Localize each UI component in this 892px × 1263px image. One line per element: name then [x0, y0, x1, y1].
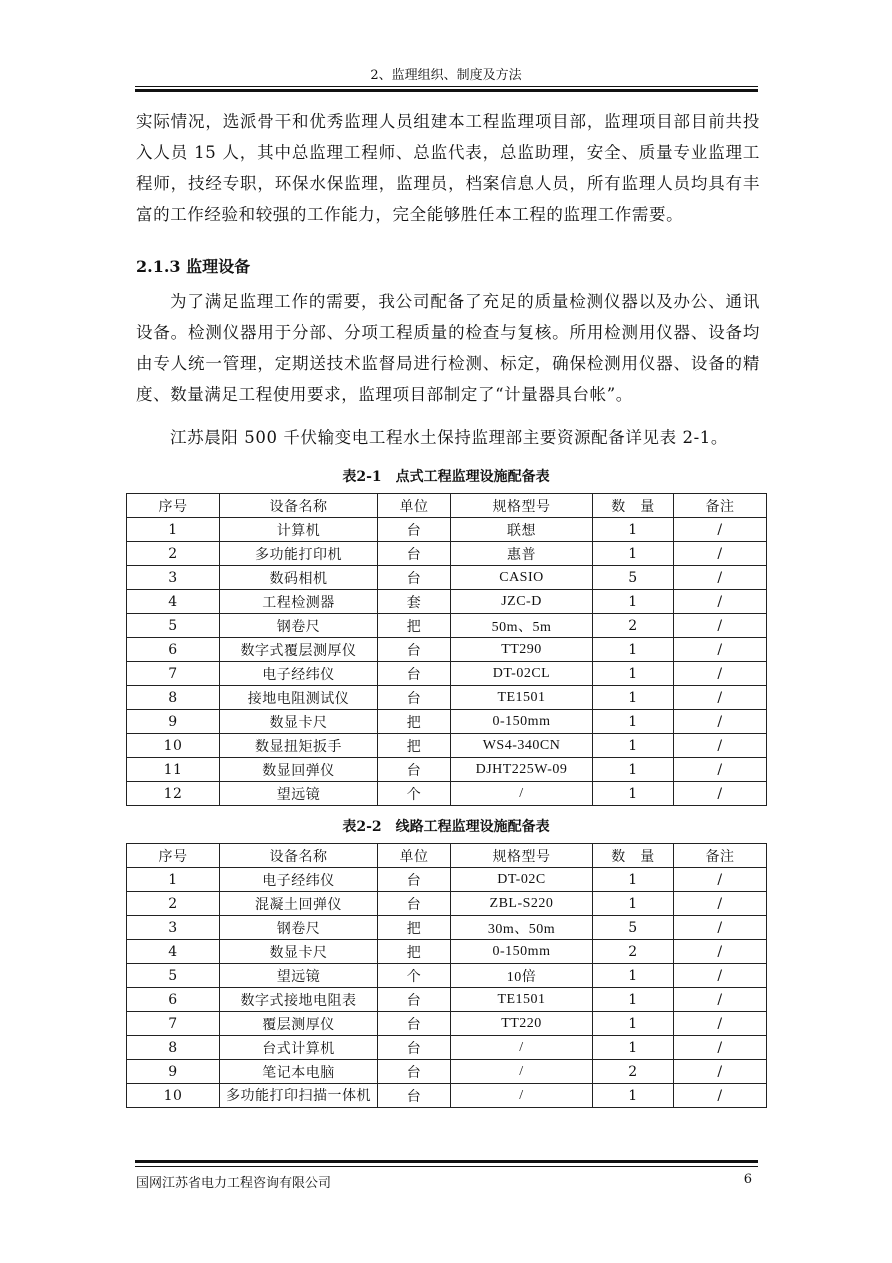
cell-model: CASIO	[451, 566, 593, 590]
cell-name: 望远镜	[220, 964, 378, 988]
table-row	[127, 566, 767, 590]
cell-model: 50m、5m	[451, 614, 593, 638]
cell-quantity: 2	[593, 614, 674, 638]
cell-model: JZC-D	[451, 590, 593, 614]
col-header-remark: 备注	[674, 844, 767, 868]
cell-index: 6	[127, 988, 220, 1012]
cell-quantity: 2	[593, 1060, 674, 1084]
cell-name: 钢卷尺	[220, 916, 378, 940]
cell-quantity: 1	[593, 518, 674, 542]
cell-unit: 台	[378, 988, 451, 1012]
footer-rule	[135, 1166, 758, 1167]
cell-name: 台式计算机	[220, 1036, 378, 1060]
cell-name: 电子经纬仪	[220, 662, 378, 686]
cell-index: 2	[127, 892, 220, 916]
cell-remark: /	[674, 1084, 767, 1108]
cell-model: 30m、50m	[451, 916, 593, 940]
cell-model: DT-02C	[451, 868, 593, 892]
table-row	[127, 710, 767, 734]
cell-model: 10倍	[451, 964, 593, 988]
cell-model: TE1501	[451, 988, 593, 1012]
cell-quantity: 2	[593, 940, 674, 964]
cell-remark: /	[674, 710, 767, 734]
cell-unit: 把	[378, 916, 451, 940]
cell-unit: 把	[378, 614, 451, 638]
table-row	[127, 916, 767, 940]
col-header-index: 序号	[127, 494, 220, 518]
table-1-caption: 表2-1 点式工程监理设施配备表	[342, 469, 550, 485]
cell-remark: /	[674, 638, 767, 662]
cell-quantity: 1	[593, 1012, 674, 1036]
cell-remark: /	[674, 940, 767, 964]
col-header-remark: 备注	[674, 494, 767, 518]
cell-name: 混凝土回弹仪	[220, 892, 378, 916]
cell-index: 4	[127, 590, 220, 614]
line-equipment-table	[126, 843, 767, 1108]
cell-index: 11	[127, 758, 220, 782]
cell-model: DT-02CL	[451, 662, 593, 686]
cell-index: 10	[127, 734, 220, 758]
cell-model: /	[451, 782, 593, 806]
cell-remark: /	[674, 1012, 767, 1036]
table-row	[127, 1060, 767, 1084]
table-row	[127, 590, 767, 614]
col-header-model: 规格型号	[451, 494, 593, 518]
equipment-paragraph: 为了满足监理工作的需要，我公司配备了充足的质量检测仪器以及办公、通讯设备。检测仪器用于分部、分项工程质量的检查与复核。所用检测用仪器、设备均由专人统一管理，定期送技术监督局进行检测、标定，确保检测用仪器、设备的精度、数量满足工程使用要求，监理项目部制定了“计量器具台帐”。	[136, 292, 760, 404]
col-header-name: 设备名称	[220, 494, 378, 518]
cell-quantity: 1	[593, 892, 674, 916]
cell-remark: /	[674, 662, 767, 686]
cell-name: 多功能打印机	[220, 542, 378, 566]
cell-name: 电子经纬仪	[220, 868, 378, 892]
cell-name: 数字式接地电阻表	[220, 988, 378, 1012]
table-row	[127, 758, 767, 782]
cell-quantity: 1	[593, 868, 674, 892]
cell-remark: /	[674, 782, 767, 806]
cell-unit: 台	[378, 758, 451, 782]
table-row	[127, 614, 767, 638]
table-row	[127, 542, 767, 566]
cell-model: TT220	[451, 1012, 593, 1036]
cell-name: 望远镜	[220, 782, 378, 806]
cell-name: 钢卷尺	[220, 614, 378, 638]
cell-quantity: 1	[593, 964, 674, 988]
cell-model: TT290	[451, 638, 593, 662]
cell-unit: 套	[378, 590, 451, 614]
cell-index: 10	[127, 1084, 220, 1108]
cell-unit: 台	[378, 868, 451, 892]
cell-index: 3	[127, 566, 220, 590]
table-row	[127, 734, 767, 758]
cell-remark: /	[674, 590, 767, 614]
cell-remark: /	[674, 758, 767, 782]
cell-unit: 把	[378, 940, 451, 964]
table-row	[127, 662, 767, 686]
cell-unit: 台	[378, 566, 451, 590]
cell-model: /	[451, 1084, 593, 1108]
cell-name: 笔记本电脑	[220, 1060, 378, 1084]
cell-remark: /	[674, 892, 767, 916]
cell-index: 7	[127, 1012, 220, 1036]
cell-name: 数显卡尺	[220, 710, 378, 734]
col-header-quantity: 数 量	[593, 844, 674, 868]
header-rule	[135, 86, 758, 87]
intro-paragraph: 实际情况，选派骨干和优秀监理人员组建本工程监理项目部，监理项目部目前共投入人员 15 人，其中总监理工程师、总监代表，总监助理，安全、质量专业监理工程师，技经专职，环保水保监理，监理员，档案信息人员，所有监理人员均具有丰富的工作经验和较强的工作能力，完全能够胜任本工程的监理工作需要。	[136, 112, 760, 224]
table-row	[127, 638, 767, 662]
table-row	[127, 1084, 767, 1108]
cell-model: DJHT225W-09	[451, 758, 593, 782]
cell-remark: /	[674, 964, 767, 988]
cell-quantity: 1	[593, 988, 674, 1012]
cell-name: 多功能打印扫描一体机	[220, 1084, 378, 1108]
cell-quantity: 1	[593, 758, 674, 782]
cell-name: 覆层测厚仪	[220, 1012, 378, 1036]
cell-unit: 个	[378, 782, 451, 806]
cell-model: 0-150mm	[451, 710, 593, 734]
cell-unit: 个	[378, 964, 451, 988]
summary-paragraph: 江苏晨阳 500 千伏输变电工程水土保持监理部主要资源配备详见表 2-1。	[170, 428, 728, 447]
cell-quantity: 1	[593, 686, 674, 710]
col-header-model: 规格型号	[451, 844, 593, 868]
cell-remark: /	[674, 542, 767, 566]
cell-name: 工程检测器	[220, 590, 378, 614]
cell-name: 数显回弹仪	[220, 758, 378, 782]
table-row	[127, 988, 767, 1012]
cell-index: 12	[127, 782, 220, 806]
table-row	[127, 518, 767, 542]
cell-remark: /	[674, 988, 767, 1012]
col-header-unit: 单位	[378, 494, 451, 518]
cell-index: 8	[127, 686, 220, 710]
col-header-unit: 单位	[378, 844, 451, 868]
cell-unit: 台	[378, 1084, 451, 1108]
cell-model: /	[451, 1036, 593, 1060]
cell-quantity: 1	[593, 710, 674, 734]
cell-name: 数显卡尺	[220, 940, 378, 964]
cell-remark: /	[674, 614, 767, 638]
cell-index: 4	[127, 940, 220, 964]
cell-model: ZBL-S220	[451, 892, 593, 916]
cell-model: 惠普	[451, 542, 593, 566]
cell-quantity: 1	[593, 1084, 674, 1108]
cell-name: 数码相机	[220, 566, 378, 590]
col-header-index: 序号	[127, 844, 220, 868]
cell-index: 6	[127, 638, 220, 662]
table-row	[127, 686, 767, 710]
header-rule-thick	[135, 89, 758, 92]
col-header-name: 设备名称	[220, 844, 378, 868]
cell-remark: /	[674, 916, 767, 940]
cell-remark: /	[674, 1060, 767, 1084]
cell-unit: 台	[378, 1060, 451, 1084]
cell-index: 5	[127, 614, 220, 638]
cell-index: 1	[127, 518, 220, 542]
table-header-row	[127, 494, 767, 518]
cell-quantity: 1	[593, 1036, 674, 1060]
cell-index: 9	[127, 1060, 220, 1084]
cell-index: 2	[127, 542, 220, 566]
section-heading: 2.1.3 监理设备	[136, 257, 251, 276]
table-row	[127, 1012, 767, 1036]
cell-model: 0-150mm	[451, 940, 593, 964]
page-number: 6	[743, 1172, 752, 1187]
cell-unit: 台	[378, 686, 451, 710]
cell-model: 联想	[451, 518, 593, 542]
cell-remark: /	[674, 868, 767, 892]
cell-index: 8	[127, 1036, 220, 1060]
cell-model: TE1501	[451, 686, 593, 710]
cell-name: 计算机	[220, 518, 378, 542]
cell-unit: 台	[378, 892, 451, 916]
cell-index: 7	[127, 662, 220, 686]
table-row	[127, 892, 767, 916]
table-2-caption: 表2-2 线路工程监理设施配备表	[342, 819, 550, 835]
table-row	[127, 964, 767, 988]
cell-unit: 台	[378, 1012, 451, 1036]
table-header-row	[127, 844, 767, 868]
cell-index: 3	[127, 916, 220, 940]
cell-remark: /	[674, 1036, 767, 1060]
cell-index: 1	[127, 868, 220, 892]
col-header-quantity: 数 量	[593, 494, 674, 518]
cell-remark: /	[674, 566, 767, 590]
table-row	[127, 868, 767, 892]
table-row	[127, 940, 767, 964]
cell-name: 数显扭矩扳手	[220, 734, 378, 758]
cell-quantity: 5	[593, 916, 674, 940]
cell-remark: /	[674, 518, 767, 542]
footer-company: 国网江苏省电力工程咨询有限公司	[136, 1176, 332, 1191]
table-row	[127, 782, 767, 806]
cell-quantity: 1	[593, 590, 674, 614]
cell-quantity: 5	[593, 566, 674, 590]
cell-quantity: 1	[593, 542, 674, 566]
cell-quantity: 1	[593, 638, 674, 662]
cell-unit: 把	[378, 734, 451, 758]
cell-unit: 台	[378, 1036, 451, 1060]
cell-quantity: 1	[593, 782, 674, 806]
cell-model: WS4-340CN	[451, 734, 593, 758]
cell-quantity: 1	[593, 734, 674, 758]
cell-model: /	[451, 1060, 593, 1084]
cell-remark: /	[674, 686, 767, 710]
cell-index: 5	[127, 964, 220, 988]
footer-rule-thick	[135, 1160, 758, 1163]
page-header-title: 2、监理组织、制度及方法	[370, 68, 522, 83]
point-equipment-table	[126, 493, 767, 806]
cell-unit: 台	[378, 638, 451, 662]
cell-quantity: 1	[593, 662, 674, 686]
cell-unit: 台	[378, 662, 451, 686]
cell-unit: 台	[378, 518, 451, 542]
cell-index: 9	[127, 710, 220, 734]
table-row	[127, 1036, 767, 1060]
cell-unit: 把	[378, 710, 451, 734]
cell-remark: /	[674, 734, 767, 758]
cell-unit: 台	[378, 542, 451, 566]
cell-name: 数字式覆层测厚仪	[220, 638, 378, 662]
cell-name: 接地电阻测试仪	[220, 686, 378, 710]
